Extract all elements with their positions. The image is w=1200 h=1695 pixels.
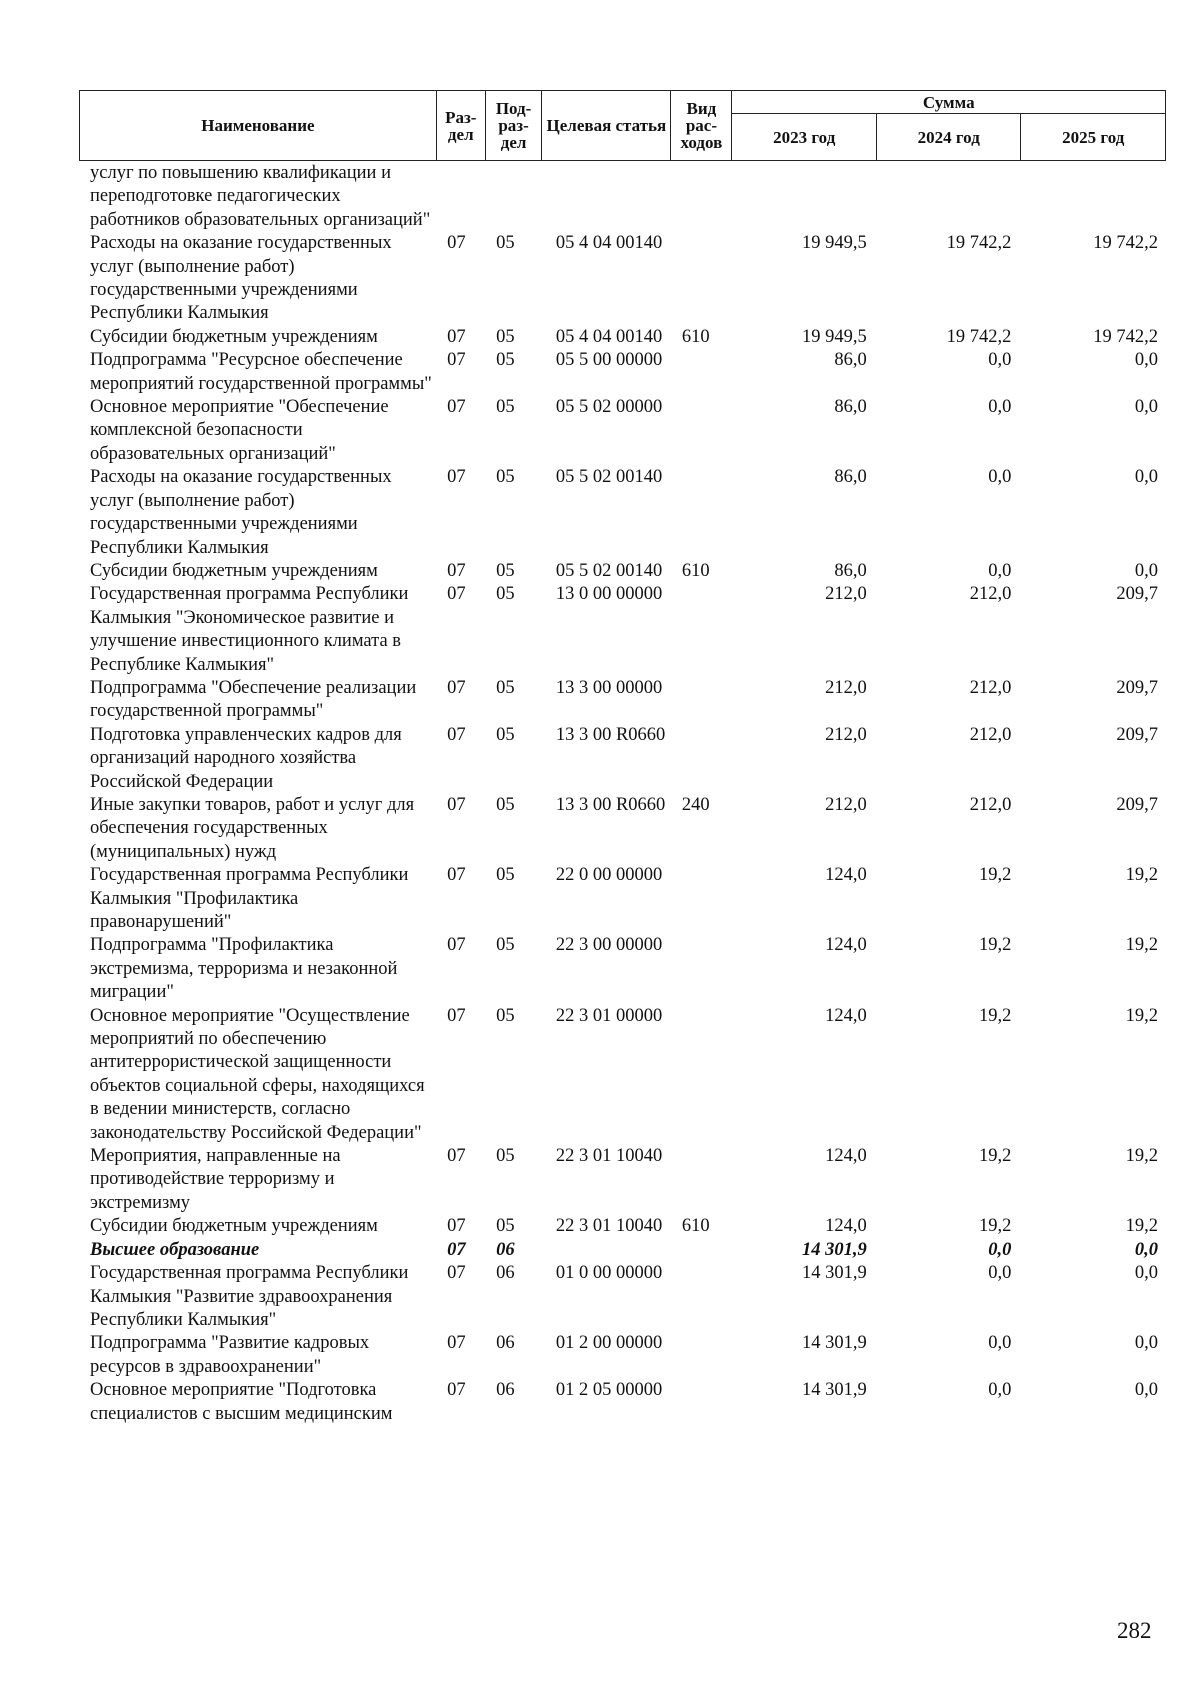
row-name: Субсидии бюджетным учреждениям <box>90 326 378 347</box>
row-sum-2025 <box>1021 162 1166 232</box>
row-sum-2023: 124,0 <box>825 1216 867 1237</box>
row-razdel: 07 <box>447 1380 466 1401</box>
header-razdel: Раз-дел <box>436 91 485 161</box>
row-podrazdel: 05 <box>496 865 515 886</box>
row-podrazdel: 05 <box>496 1005 515 1026</box>
row-razdel: 07 <box>447 794 466 815</box>
row-expense-type: 610 <box>681 326 710 347</box>
row-expense-type: 610 <box>681 1216 710 1237</box>
row-sum-2023 <box>732 162 877 232</box>
row-sum-2025: 19,2 <box>1125 1005 1158 1026</box>
row-sum-2025: 0,0 <box>1134 1263 1158 1284</box>
row-expense-type <box>671 1145 732 1215</box>
row-expense-type <box>671 466 732 560</box>
row-sum-2023: 86,0 <box>834 467 867 488</box>
row-name: Подготовка управленческих кадров для организаций народного хозяйства Российской Федерации <box>90 724 402 792</box>
table-row <box>79 724 1166 794</box>
row-sum-2023: 86,0 <box>834 560 867 581</box>
table-row <box>79 864 1166 934</box>
row-sum-2023: 212,0 <box>825 794 867 815</box>
row-name: Государственная программа Республики Калмыкия "Профилактика правонарушений" <box>90 865 409 932</box>
header-year-2023: 2023 год <box>732 114 877 161</box>
row-podrazdel: 05 <box>496 1146 515 1167</box>
row-podrazdel: 05 <box>496 935 515 956</box>
row-target-article <box>542 162 671 232</box>
row-name: Расходы на оказание государственных услуг (выполнение работ) государственными учреждениями Республики Калмыкия <box>90 233 392 324</box>
row-sum-2023: 14 301,9 <box>801 1263 867 1284</box>
row-sum-2025: 19,2 <box>1125 1146 1158 1167</box>
row-name: Субсидии бюджетным учреждениям <box>90 560 378 581</box>
row-sum-2025: 0,0 <box>1134 350 1158 371</box>
row-podrazdel: 06 <box>496 1333 515 1354</box>
row-sum-2024: 212,0 <box>969 584 1012 605</box>
row-sum-2025: 209,7 <box>1116 794 1158 815</box>
row-sum-2023: 14 301,9 <box>801 1333 867 1354</box>
row-sum-2025: 19,2 <box>1125 935 1158 956</box>
row-razdel: 07 <box>447 724 466 745</box>
row-sum-2024: 212,0 <box>969 724 1012 745</box>
row-razdel: 07 <box>447 1263 466 1284</box>
row-name: Мероприятия, направленные на противодействие терроризму и экстремизму <box>90 1146 341 1213</box>
row-expense-type <box>671 1379 732 1426</box>
row-sum-2023: 212,0 <box>825 584 867 605</box>
row-sum-2025: 19 742,2 <box>1093 233 1158 254</box>
row-expense-type <box>671 864 732 934</box>
table-row <box>79 560 1166 583</box>
row-expense-type <box>671 1332 732 1379</box>
row-name: Подпрограмма "Ресурсное обеспечение мероприятий государственной программы" <box>90 350 432 394</box>
row-razdel: 07 <box>447 677 466 698</box>
table-row <box>79 1379 1166 1426</box>
row-target-article: 05 5 02 00000 <box>555 397 663 418</box>
row-expense-type <box>671 724 732 794</box>
row-razdel: 07 <box>447 1216 466 1237</box>
row-target-article: 13 3 00 R0660 <box>555 794 666 815</box>
row-name: Государственная программа Республики Калмыкия "Развитие здравоохранения Республики Калмыкия" <box>90 1263 409 1330</box>
row-sum-2024: 212,0 <box>969 677 1012 698</box>
row-expense-type: 240 <box>681 794 710 815</box>
row-podrazdel: 06 <box>496 1239 515 1260</box>
row-sum-2025: 0,0 <box>1134 1239 1158 1260</box>
row-podrazdel: 05 <box>496 560 515 581</box>
row-sum-2023: 14 301,9 <box>801 1239 867 1260</box>
row-podrazdel: 05 <box>496 326 515 347</box>
row-razdel: 07 <box>447 233 466 254</box>
header-target-article: Целевая статья <box>542 91 671 161</box>
row-name: Подпрограмма "Обеспечение реализации государственной программы" <box>90 677 417 722</box>
row-name: Основное мероприятие "Осуществление мероприятий по обеспечению антитеррористической защищенности объектов социальной сферы, находящихся в ведении министерств, согласно законодательству Российской Федерации" <box>90 1005 425 1143</box>
row-sum-2024: 19,2 <box>978 1005 1012 1026</box>
row-target-article: 05 5 02 00140 <box>555 560 663 581</box>
row-podrazdel: 05 <box>496 397 515 418</box>
row-target-article <box>542 1239 671 1262</box>
row-sum-2024: 19,2 <box>978 865 1012 886</box>
row-expense-type <box>671 1262 732 1332</box>
table-row <box>79 349 1166 396</box>
table-row <box>79 1215 1166 1238</box>
row-target-article: 13 3 00 00000 <box>555 677 663 698</box>
row-name: Иные закупки товаров, работ и услуг для обеспечения государственных (муниципальных) нужд <box>90 794 415 862</box>
table-row <box>79 396 1166 466</box>
row-razdel: 07 <box>447 560 466 581</box>
row-sum-2025: 19,2 <box>1125 1216 1158 1237</box>
row-podrazdel: 06 <box>496 1263 515 1284</box>
row-sum-2024: 19,2 <box>978 1216 1012 1237</box>
row-sum-2025: 209,7 <box>1116 724 1158 745</box>
row-target-article: 22 3 00 00000 <box>555 935 663 956</box>
row-sum-2025: 19 742,2 <box>1093 326 1158 347</box>
row-target-article: 22 3 01 10040 <box>555 1146 663 1167</box>
row-podrazdel: 05 <box>496 794 515 815</box>
table-row <box>79 794 1166 864</box>
row-name: Расходы на оказание государственных услуг (выполнение работ) государственными учреждениями Республики Калмыкия <box>90 467 392 558</box>
row-sum-2023: 19 949,5 <box>801 326 867 347</box>
row-target-article: 22 0 00 00000 <box>555 865 663 886</box>
row-expense-type <box>671 349 732 396</box>
row-sum-2025: 0,0 <box>1134 560 1158 581</box>
header-expense-type: Вид рас-ходов <box>671 91 732 161</box>
row-target-article: 13 0 00 00000 <box>555 584 663 605</box>
row-podrazdel: 05 <box>496 677 515 698</box>
table-row <box>79 232 1166 326</box>
row-podrazdel: 05 <box>496 467 515 488</box>
header-podrazdel: Под-раз-дел <box>485 91 542 161</box>
row-name: услуг по повышению квалификации и переподготовке педагогических работников образовательных организаций" <box>90 163 431 230</box>
table-header <box>79 90 1166 161</box>
row-target-article: 05 5 02 00140 <box>555 467 663 488</box>
row-target-article: 01 0 00 00000 <box>555 1263 663 1284</box>
row-razdel: 07 <box>447 865 466 886</box>
row-expense-type <box>671 396 732 466</box>
row-sum-2025: 209,7 <box>1116 584 1158 605</box>
row-razdel: 07 <box>447 350 466 371</box>
row-sum-2024: 0,0 <box>988 1239 1012 1260</box>
row-podrazdel: 05 <box>496 584 515 605</box>
table-row <box>79 583 1166 677</box>
row-expense-type: 610 <box>681 560 710 581</box>
table-row <box>79 1262 1166 1332</box>
row-sum-2025: 209,7 <box>1116 677 1158 698</box>
table-row <box>79 162 1166 232</box>
row-sum-2023: 19 949,5 <box>801 233 867 254</box>
row-sum-2023: 212,0 <box>825 724 867 745</box>
row-razdel: 07 <box>447 935 466 956</box>
row-sum-2025: 0,0 <box>1134 1380 1158 1401</box>
row-razdel: 07 <box>447 397 466 418</box>
row-sum-2024 <box>877 162 1022 232</box>
row-sum-2023: 14 301,9 <box>801 1380 867 1401</box>
row-sum-2023: 212,0 <box>825 677 867 698</box>
row-razdel: 07 <box>447 1146 466 1167</box>
row-sum-2024: 0,0 <box>988 1380 1012 1401</box>
row-sum-2023: 86,0 <box>834 397 867 418</box>
budget-table <box>79 162 1166 1426</box>
row-podrazdel: 05 <box>496 724 515 745</box>
row-razdel: 07 <box>447 467 466 488</box>
row-expense-type <box>671 934 732 1004</box>
row-sum-2024: 19 742,2 <box>946 326 1012 347</box>
table-row <box>79 466 1166 560</box>
row-sum-2024: 212,0 <box>969 794 1012 815</box>
row-sum-2024: 19,2 <box>978 935 1012 956</box>
row-sum-2024: 19,2 <box>978 1146 1012 1167</box>
header-year-2025: 2025 год <box>1021 114 1166 161</box>
header-name: Наименование <box>80 91 437 161</box>
row-name: Субсидии бюджетным учреждениям <box>90 1216 378 1237</box>
row-sum-2025: 0,0 <box>1134 467 1158 488</box>
row-razdel: 07 <box>447 326 466 347</box>
table-row <box>79 1332 1166 1379</box>
row-target-article: 22 3 01 10040 <box>555 1216 663 1237</box>
row-podrazdel: 05 <box>496 350 515 371</box>
row-sum-2024: 19 742,2 <box>946 233 1012 254</box>
row-expense-type <box>671 1239 732 1262</box>
row-name: Основное мероприятие "Подготовка специалистов с высшим медицинским <box>90 1380 393 1424</box>
table-row <box>79 677 1166 724</box>
row-target-article: 01 2 00 00000 <box>555 1333 663 1354</box>
row-name: Основное мероприятие "Обеспечение комплексной безопасности образовательных организаций" <box>90 397 389 464</box>
row-sum-2024: 0,0 <box>988 560 1012 581</box>
row-sum-2025: 19,2 <box>1125 865 1158 886</box>
row-expense-type <box>671 162 732 232</box>
row-sum-2024: 0,0 <box>988 1333 1012 1354</box>
row-razdel: 07 <box>447 584 466 605</box>
row-sum-2023: 124,0 <box>825 1146 867 1167</box>
row-target-article: 22 3 01 00000 <box>555 1005 663 1026</box>
row-sum-2024: 0,0 <box>988 467 1012 488</box>
row-sum-2024: 0,0 <box>988 1263 1012 1284</box>
table-row <box>79 1145 1166 1215</box>
row-target-article: 13 3 00 R0660 <box>555 724 666 745</box>
row-sum-2023: 124,0 <box>825 935 867 956</box>
row-sum-2024: 0,0 <box>988 350 1012 371</box>
row-podrazdel: 05 <box>496 233 515 254</box>
row-expense-type <box>671 1005 732 1145</box>
row-expense-type <box>671 232 732 326</box>
table-row <box>79 326 1166 349</box>
row-razdel: 07 <box>447 1005 466 1026</box>
row-podrazdel <box>485 162 542 232</box>
row-target-article: 05 5 00 00000 <box>555 350 663 371</box>
row-name: Высшее образование <box>90 1239 260 1260</box>
row-sum-2024: 0,0 <box>988 397 1012 418</box>
row-podrazdel: 05 <box>496 1216 515 1237</box>
table-row <box>79 1005 1166 1145</box>
header-sum: Сумма <box>732 91 1166 114</box>
row-razdel <box>436 162 485 232</box>
row-target-article: 01 2 05 00000 <box>555 1380 663 1401</box>
row-expense-type <box>671 583 732 677</box>
row-target-article: 05 4 04 00140 <box>555 326 663 347</box>
row-sum-2023: 124,0 <box>825 1005 867 1026</box>
row-name: Государственная программа Республики Калмыкия "Экономическое развитие и улучшение инвестиционного климата в Республике Калмыкия" <box>90 584 409 675</box>
row-target-article: 05 4 04 00140 <box>555 233 663 254</box>
row-sum-2025: 0,0 <box>1134 1333 1158 1354</box>
row-name: Подпрограмма "Профилактика экстремизма, терроризма и незаконной миграции" <box>90 935 398 1003</box>
header-year-2024: 2024 год <box>876 114 1021 161</box>
page-number: 282 <box>1117 1618 1152 1643</box>
table-row <box>79 1239 1166 1262</box>
row-razdel: 07 <box>447 1239 466 1260</box>
row-sum-2023: 86,0 <box>834 350 867 371</box>
row-sum-2023: 124,0 <box>825 865 867 886</box>
row-expense-type <box>671 677 732 724</box>
row-sum-2025: 0,0 <box>1134 397 1158 418</box>
table-row <box>79 934 1166 1004</box>
row-razdel: 07 <box>447 1333 466 1354</box>
row-podrazdel: 06 <box>496 1380 515 1401</box>
row-name: Подпрограмма "Развитие кадровых ресурсов в здравоохранении" <box>90 1333 370 1377</box>
